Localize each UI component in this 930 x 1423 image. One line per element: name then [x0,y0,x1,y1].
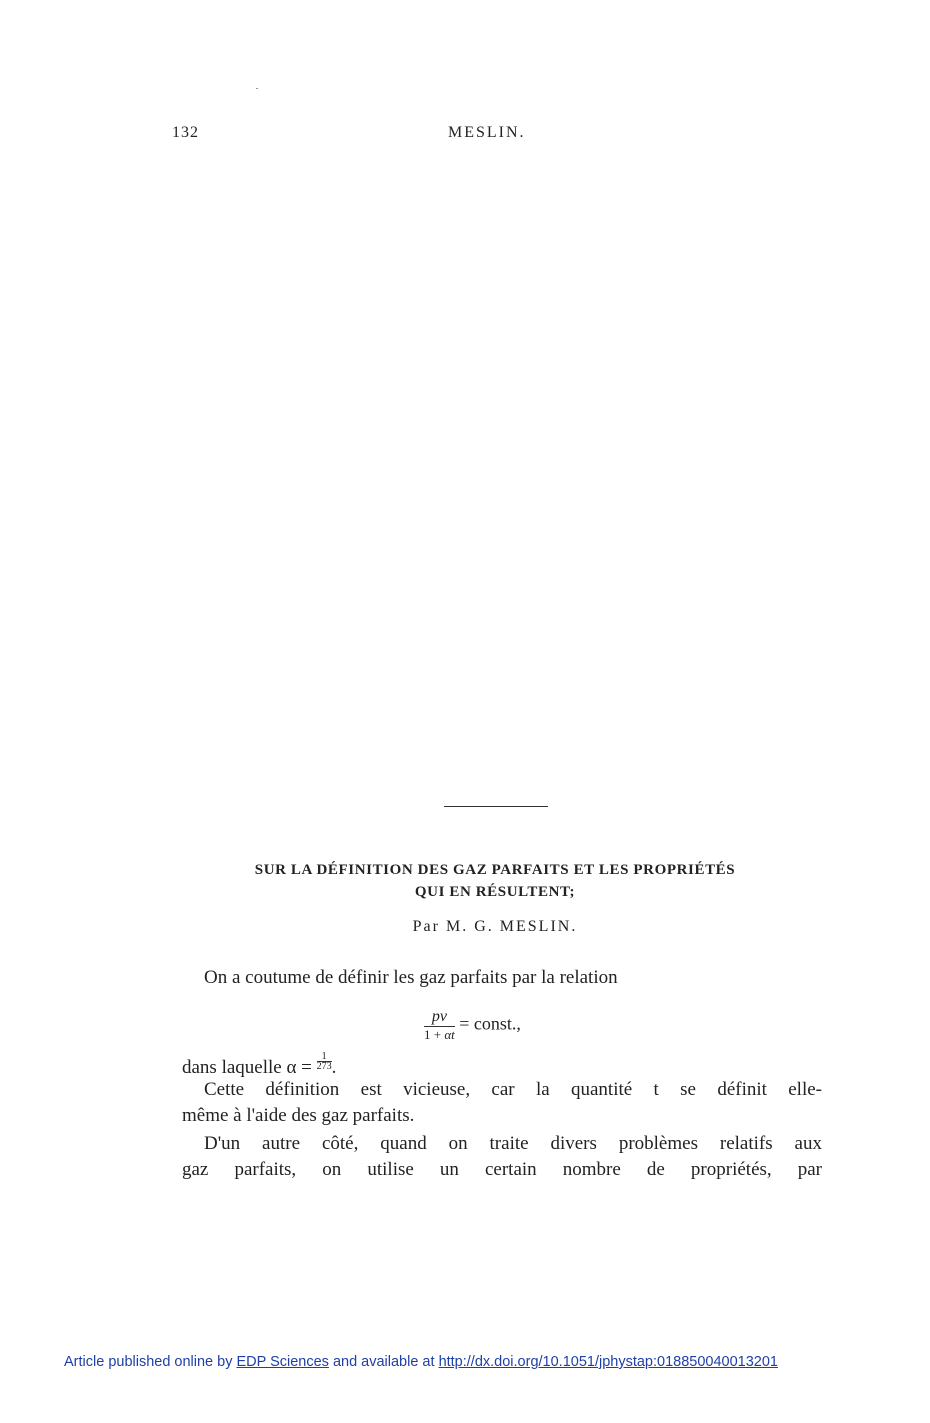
intro-line: On a coutume de définir les gaz parfaits par la relation [204,967,618,988]
formula-denominator-var: αt [444,1027,455,1042]
running-head: MESLIN. [448,124,526,141]
paragraph-1-line-2: même à l'aide des gaz parfaits. [182,1105,415,1126]
section-divider [444,806,548,807]
article-title-line-2: QUI EN RÉSULTENT; [414,884,576,900]
alpha-numerator: 1 [317,1052,332,1062]
formula-numerator: pv [424,1008,455,1027]
formula-rhs: = const., [459,1013,521,1034]
paragraph-2-line-1: D'un autre côté, quand on traite divers problèmes relatifs aux [204,1133,822,1154]
alpha-definition-line [182,1052,336,1080]
alpha-definition-prefix: dans laquelle α = [182,1057,317,1078]
paragraph-1-line-1: Cette définition est vicieuse, car la quantité t se définit elle- [204,1079,822,1100]
formula-denominator [424,1027,455,1043]
stray-mark [256,88,258,89]
footer-middle: and available at [328,1354,439,1370]
formula-fraction [424,1008,455,1043]
gas-law-formula [424,1008,521,1043]
alpha-fraction [317,1052,332,1071]
author-byline: Par M. G. MESLIN. [412,918,578,935]
doi-link[interactable]: http://dx.doi.org/10.1051/jphystap:018850040013201 [438,1354,778,1370]
formula-denominator-prefix: 1 + [424,1027,445,1042]
page-number: 132 [172,124,199,141]
footer-prefix: Article published online by [64,1354,237,1370]
publisher-link[interactable]: EDP Sciences [236,1354,329,1370]
alpha-denominator: 273 [316,1061,332,1072]
paragraph-2-line-2: gaz parfaits, on utilise un certain nombre de propriétés, par [182,1159,822,1180]
article-title-line-1: SUR LA DÉFINITION DES GAZ PARFAITS ET LES PROPRIÉTÉS [254,862,736,878]
alpha-definition-suffix: . [331,1057,337,1078]
publication-footer [64,1354,778,1370]
